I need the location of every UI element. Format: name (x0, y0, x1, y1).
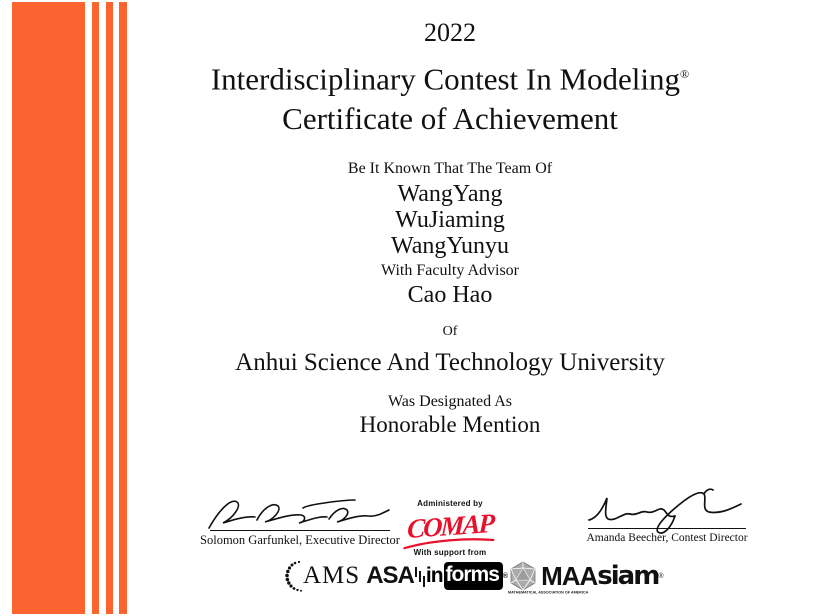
support-from-label: With support from (413, 548, 487, 557)
administered-by-label: Administered by (417, 499, 483, 508)
certificate-subtitle: Certificate of Achievement (282, 101, 618, 137)
asa-logo (360, 562, 426, 590)
maa-polyhedron-icon (508, 561, 538, 591)
ams-logo (283, 559, 360, 593)
maa-logo-text: MAA (541, 560, 598, 591)
ams-dotted-arc-icon (283, 559, 303, 593)
designation-intro-line: Was Designated As (387, 393, 513, 411)
team-members (67, 181, 833, 259)
administered-by-block (393, 499, 507, 558)
asa-logo-text: ASA (366, 562, 414, 589)
executive-director-signature-block (195, 490, 405, 548)
certificate-body (67, 0, 833, 438)
maa-logo (508, 560, 598, 595)
executive-director-label: Solomon Garfunkel, Executive Director (200, 533, 400, 547)
informs-logo (426, 562, 508, 590)
contest-year: 2022 (424, 18, 476, 47)
informs-logo-forms: forms (444, 562, 503, 590)
siam-logo (597, 561, 663, 591)
of-label: Of (442, 324, 458, 340)
informs-registered-mark: ® (502, 572, 509, 580)
team-member-2: WuJiaming (395, 207, 505, 234)
comap-logo-text: COMAP (406, 507, 494, 545)
siam-logo-text: siam (597, 561, 659, 591)
sponsor-logos-row (283, 557, 664, 595)
informs-logo-in: in (425, 564, 443, 587)
contest-director-signature-block (583, 484, 751, 546)
institution-name: Anhui Science And Technology University (235, 349, 665, 377)
team-member-3: WangYunyu (390, 233, 510, 260)
ams-logo-text: AMS (303, 562, 361, 589)
advisor-intro-line: With Faculty Advisor (380, 262, 519, 280)
contest-title-text: Interdisciplinary Contest In Modeling (210, 61, 681, 97)
maa-caption-text: MATHEMATICAL ASSOCIATION OF AMERICA (508, 590, 589, 595)
advisor-name: Cao Hao (407, 282, 493, 309)
team-intro-line: Be It Known That The Team Of (347, 160, 553, 178)
designation-award: Honorable Mention (359, 412, 541, 438)
asa-bars-icon (414, 563, 426, 589)
contest-director-label: Amanda Beecher, Contest Director (586, 532, 748, 544)
registered-trademark: ® (680, 67, 690, 81)
siam-registered-mark: ® (658, 572, 664, 580)
signature-line (210, 530, 390, 531)
team-member-1: WangYang (397, 181, 503, 208)
comap-logo (406, 508, 493, 548)
contest-title (67, 56, 833, 97)
